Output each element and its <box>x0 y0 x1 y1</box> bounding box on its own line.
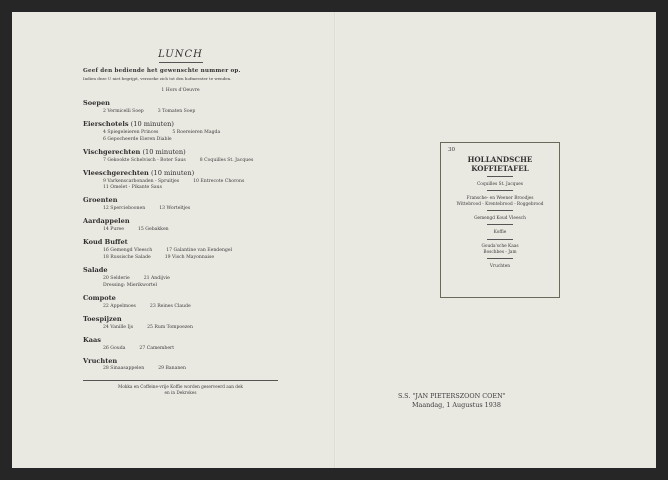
menu-item: 27 Camembert <box>139 345 175 351</box>
menu-item: 18 Russische Salade <box>103 255 151 261</box>
divider <box>487 176 513 177</box>
ship-info <box>398 392 506 410</box>
box-item: Wittebrood - Krentebrood - Roggebrood <box>456 201 544 207</box>
section-name: Kaas <box>83 335 101 344</box>
coffee-footnote <box>83 380 278 395</box>
menu-section <box>83 100 278 115</box>
divider <box>487 190 513 191</box>
menu-item: 28 Sinaasappelen <box>103 366 145 372</box>
menu-item: 4 Spiegeleieren Princes <box>103 129 159 135</box>
menu-row <box>83 130 278 136</box>
divider <box>487 258 513 259</box>
menu-section <box>83 239 278 261</box>
menu-item: 6 Gepocheerde Eieren Diable <box>103 136 172 142</box>
box-item-group <box>441 264 559 270</box>
section-name: Salade <box>83 266 108 275</box>
menu-item: 26 Gouda <box>103 345 126 351</box>
menu-item: 13 Worteltjes <box>159 206 191 212</box>
section-heading <box>83 267 278 275</box>
menu-item: 24 Vanille Ijs <box>103 324 134 330</box>
menu-section <box>83 358 278 373</box>
menu-date: Maandag, 1 Augustus 1938 <box>412 400 501 409</box>
menu-item: 16 Gemengd Vleesch <box>103 248 153 254</box>
menu-item: 23 Reines Claude <box>149 303 191 309</box>
section-name: Soepen <box>83 99 110 108</box>
section-name: Eierschotels <box>83 119 129 128</box>
section-name: Groenten <box>83 196 118 205</box>
menu-sections <box>83 100 278 372</box>
menu-item: 2 Vermicelli Soep <box>103 108 144 114</box>
koffietafel-box <box>440 142 560 298</box>
box-item: Koffie <box>493 229 507 235</box>
menu-item: Dressing: Mierikwortel <box>103 282 157 288</box>
menu-item: 19 Visch Mayonnaise <box>164 255 215 261</box>
section-heading <box>83 149 278 157</box>
menu-section <box>83 149 278 164</box>
box-item: Gouda'sche Kaas <box>481 244 519 250</box>
section-heading <box>83 100 278 108</box>
box-item: Vruchten <box>489 263 511 269</box>
section-heading <box>83 337 278 345</box>
menu-section <box>83 197 278 212</box>
menu-section <box>83 295 278 310</box>
menu-item: 17 Galantine van Eendengel <box>166 248 233 254</box>
section-heading <box>83 316 278 324</box>
menu-item: 15 Gebakken <box>138 227 169 233</box>
section-time: (10 minuten) <box>128 119 174 128</box>
section-heading <box>83 239 278 247</box>
menu-row <box>83 366 278 372</box>
menu-item: 25 Rum Tompoezen <box>147 324 193 330</box>
box-item: Boschbes - Jam <box>483 249 517 255</box>
box-item-group <box>441 230 559 236</box>
section-heading <box>83 358 278 366</box>
menu-row <box>83 137 278 143</box>
menu-row <box>83 346 278 352</box>
menu-section <box>83 218 278 233</box>
box-item: Fransche- en Weener Broodjes <box>466 196 534 202</box>
box-item-group <box>441 216 559 222</box>
box-item: Gemengd Koud Vleesch <box>474 215 526 221</box>
center-fold <box>334 12 336 468</box>
menu-row <box>83 276 278 282</box>
menu-section <box>83 121 278 143</box>
order-instructions-sub: Indien deze U niet begrijpt, verzoeke zich tot den hofmeester te wenden. <box>83 75 232 81</box>
section-name: Toespijzen <box>83 314 122 323</box>
menu-row <box>83 248 278 254</box>
menu-item: 5 Roereieren Magda <box>172 129 221 135</box>
menu-row <box>83 179 278 185</box>
section-time: (10 minuten) <box>148 168 195 177</box>
menu-row <box>83 185 278 191</box>
menu-item: 10 Entrecote Chorons <box>193 178 245 184</box>
section-heading <box>83 295 278 303</box>
menu-item: 8 Coquilles St. Jacques <box>199 157 254 163</box>
box-title-line: HOLLANDSCHE <box>467 155 533 164</box>
divider <box>487 224 513 225</box>
menu-item: 29 Bananen <box>158 366 186 372</box>
section-name: Koud Buffet <box>83 238 128 247</box>
order-instructions: Geef den bediende het gewenschte nummer op. <box>83 67 241 74</box>
section-name: Compote <box>83 293 116 302</box>
menu-item: 20 Selderie <box>103 275 130 281</box>
box-title <box>441 156 559 173</box>
menu-section <box>83 316 278 331</box>
menu-item: 9 Varkenscarbonaden - Spruitjes <box>103 178 180 184</box>
section-heading <box>83 170 278 178</box>
section-heading <box>83 121 278 129</box>
section-name: Vruchten <box>83 356 118 365</box>
menu-row <box>83 304 278 310</box>
item-number: 30 <box>448 147 456 153</box>
menu-row <box>83 255 278 261</box>
section-name: Vischgerechten <box>83 147 141 156</box>
section-name: Vleeschgerechten <box>83 168 149 177</box>
divider <box>487 210 513 211</box>
menu-row <box>83 283 278 289</box>
menu-row <box>83 227 278 233</box>
menu-item: 1 Hors d'Oeuvre <box>161 88 200 94</box>
menu-item: 3 Tomaten Soep <box>157 108 196 114</box>
box-title-line: KOFFIETAFEL <box>471 163 529 173</box>
menu-section <box>83 337 278 352</box>
box-items <box>441 182 559 270</box>
menu-item: 22 Appelmoes <box>103 303 136 309</box>
menu-item: 14 Puree <box>103 227 124 233</box>
ship-name: S.S. "JAN PIETERSZOON COEN" <box>398 392 506 400</box>
section-heading <box>83 218 278 226</box>
menu-section <box>83 170 278 192</box>
lunch-title: LUNCH <box>83 48 278 63</box>
section-time: (10 minuten) <box>140 147 186 156</box>
menu-row <box>83 325 278 331</box>
menu-row <box>83 109 278 115</box>
box-item-group <box>441 182 559 188</box>
footnote-line: Mokka en Coffeine-vrije Koffie worden geserveerd aan dek <box>118 384 243 390</box>
box-item: Coquilles St. Jacques <box>477 181 523 187</box>
section-heading <box>83 197 278 205</box>
footnote-line: en in Dekrokes <box>164 389 197 395</box>
menu-item: 12 Spercieboonen <box>103 206 146 212</box>
menu-row <box>83 206 278 212</box>
lunch-page <box>83 48 278 395</box>
menu-row <box>83 158 278 164</box>
section-name: Aardappelen <box>83 217 130 226</box>
menu-section <box>83 267 278 289</box>
divider <box>487 239 513 240</box>
box-item-group <box>441 196 559 207</box>
menu-item: 7 Gekookte Schelvisch - Boter Saus <box>103 157 186 163</box>
menu-item: 11 Omelet - Pikante Saus <box>103 185 162 191</box>
menu-item: 21 Andijvie <box>143 275 170 281</box>
box-item-group <box>441 244 559 255</box>
